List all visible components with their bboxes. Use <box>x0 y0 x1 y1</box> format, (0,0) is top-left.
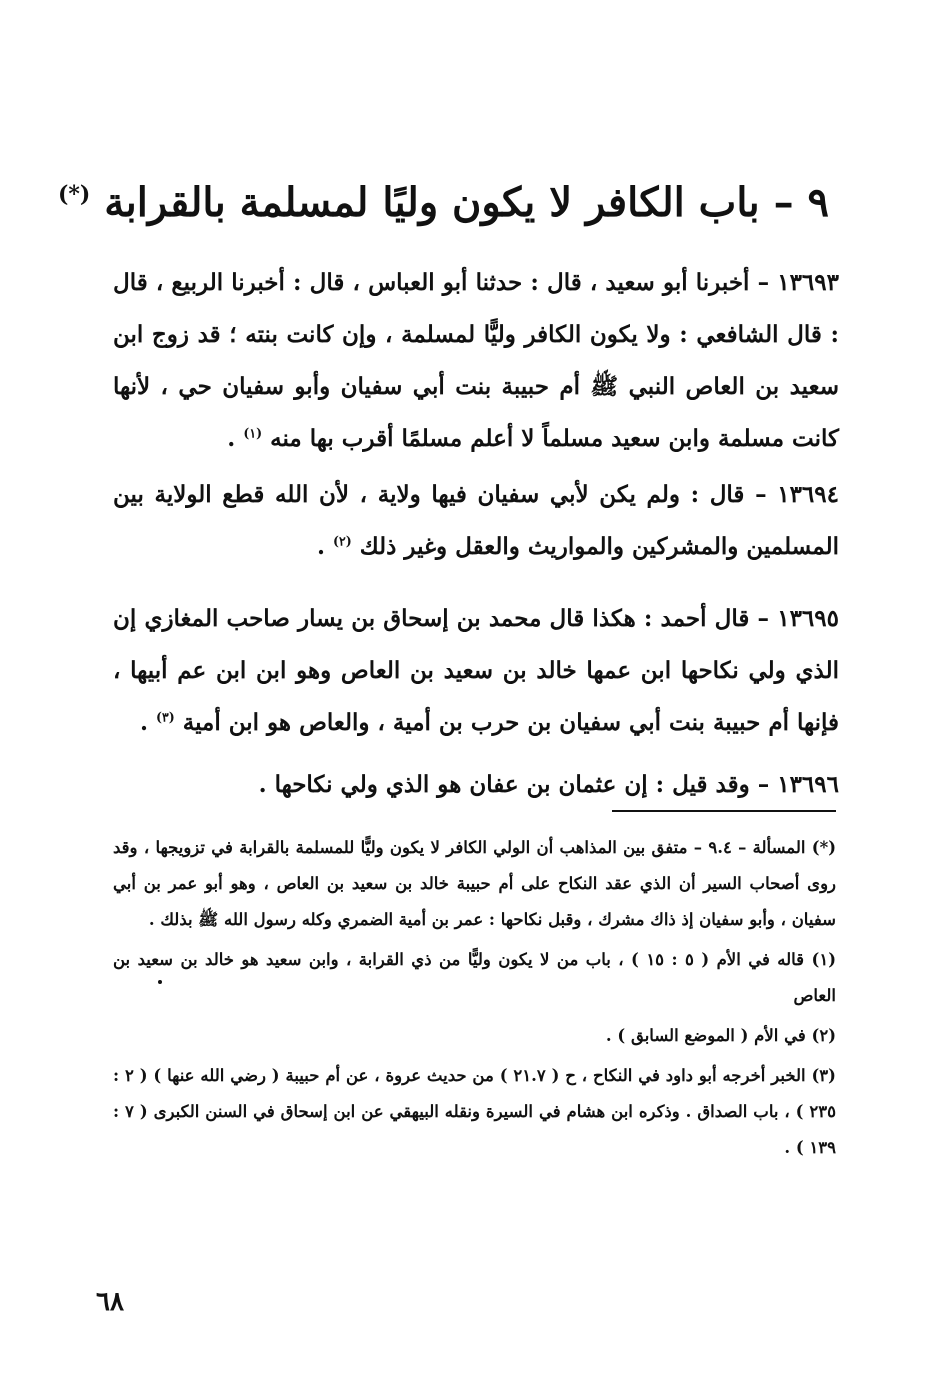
paragraph-text: ١٣٦٩٤ – قال : ولم يكن لأبي سفيان فيها ولاية ، لأن الله قطع الولاية بين المسلمين والمشركين والمواريث والعقل وغير ذلك <box>113 481 839 560</box>
footnotes-section <box>113 830 836 1170</box>
scan-speck <box>158 980 162 984</box>
paragraph-end: . <box>227 425 236 452</box>
page-number: ٦٨ <box>96 1287 124 1317</box>
footnote-ref-3: (٣) <box>155 709 175 725</box>
footnote-divider <box>612 810 836 812</box>
footnote-2: (٢) في الأم ( الموضع السابق ) . <box>605 1026 836 1045</box>
footnote-3: (٣) الخبر أخرجه أبو داود في النكاح ، ح ( ٢١.٧ ) من حديث عروة ، عن أم حبيبة ( رضي الله عنها ) ( ٢ : ٢٣٥ ) ، باب الصداق . وذكره ابن هشام في السيرة ونقله البيهقي عن ابن إسحاق في السنن الكبرى ( ٧ : ١٣٩ ) . <box>113 1066 836 1157</box>
paragraph-13696 <box>113 759 839 811</box>
footnote-ref-2: (٢) <box>332 533 352 549</box>
chapter-title-marker: (*) <box>57 181 91 208</box>
paragraph-text: ١٣٦٩٥ – قال أحمد : هكذا قال محمد بن إسحاق بن يسار صاحب المغازي إن الذي ولي نكاحها ابن عمها خالد بن سعيد بن العاص وهو ابن ابن عم أبيها ، فإنها أم حبيبة بنت أبي سفيان بن حرب بن أمية ، والعاص هو ابن أمية <box>113 605 839 736</box>
footnote-ref-1: (١) <box>243 425 263 441</box>
paragraph-13693 <box>113 257 839 465</box>
paragraph-text: ١٣٦٩٦ – وقد قيل : إن عثمان بن عفان هو الذي ولي نكاحها . <box>258 771 839 798</box>
chapter-title <box>57 175 829 231</box>
paragraph-13695 <box>113 593 839 749</box>
paragraph-text: ١٣٦٩٣ – أخبرنا أبو سعيد ، قال : حدثنا أبو العباس ، قال : أخبرنا الربيع ، قال : قال الشافعي : ولا يكون الكافر وليًّا لمسلمة ، وإن كانت بنته ؛ قد زوج ابن سعيد بن العاص النبي ﷺ أم حبيبة بنت أبي سفيان وأبو سفيان حي ، لأنها كانت مسلمة وابن سعيد مسلماً لا أعلم مسلمًا أقرب بها منه <box>113 269 839 452</box>
paragraph-end: . <box>316 533 325 560</box>
chapter-title-text: ٩ – باب الكافر لا يكون وليًا لمسلمة بالقرابة <box>104 178 829 226</box>
paragraph-13694 <box>113 469 839 573</box>
footnote-star: (*) المسألة – ٩.٤ – متفق بين المذاهب أن الولي الكافر لا يكون وليًّا للمسلمة بالقرابة في تزويجها ، وقد روى أصحاب السير أن الذي عقد النكاح على أم حبيبة خالد بن سعيد بن العاص ، وهو أبو عمر بن أبي سفيان ، وأبو سفيان إذ ذاك مشرك ، وقبل نكاحها : عمر بن أمية الضمري وكله رسول الله ﷺ بذلك . <box>113 838 837 929</box>
paragraph-end: . <box>139 709 148 736</box>
footnote-1: (١) قاله في الأم ( ٥ : ١٥ ) ، باب من لا يكون وليًّا من ذي القرابة ، وابن سعيد هو خالد بن سعيد بن العاص <box>113 950 836 1005</box>
